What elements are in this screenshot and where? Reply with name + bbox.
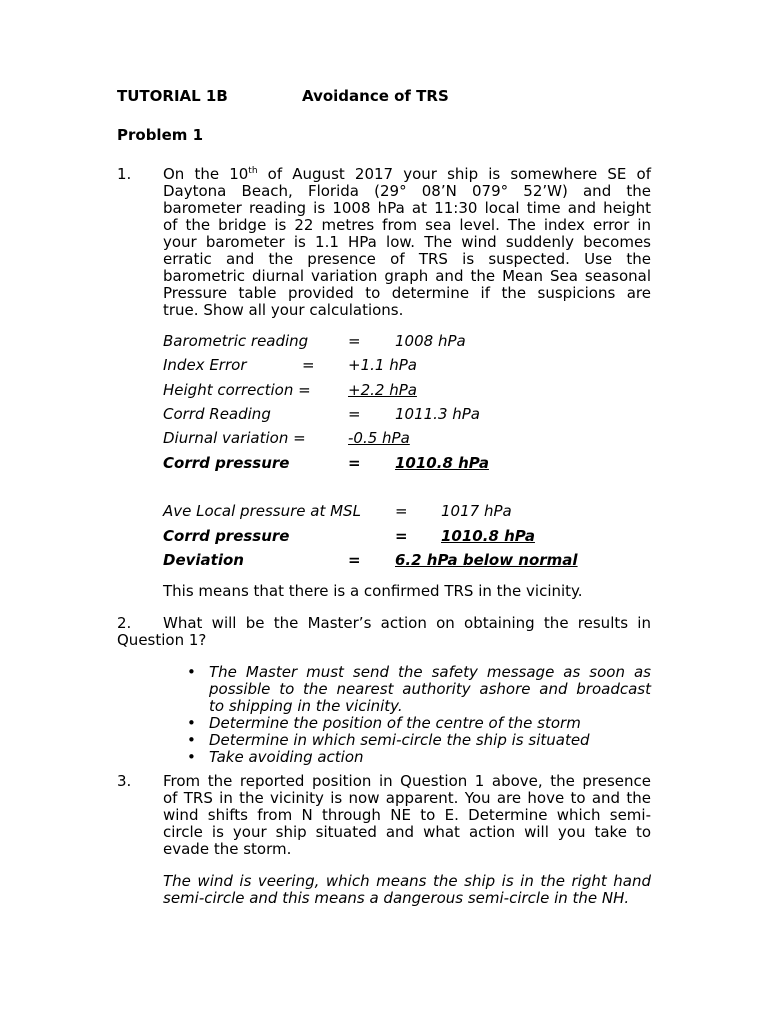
calc-label-deviation: Deviation <box>163 551 244 569</box>
question-3-line: wind shifts from N through NE to E. Determine which semi- <box>163 806 651 824</box>
bullet-icon: • <box>187 714 196 732</box>
calc-eq: = <box>348 454 361 472</box>
calc-eq: = <box>302 356 315 374</box>
question-3-text <box>163 773 651 858</box>
question-1-text <box>163 166 651 319</box>
question-1-line: barometer reading is 1008 hPa at 11:30 local time and height <box>163 199 651 217</box>
question-2-line: Question 1? <box>117 631 207 649</box>
calc-eq: = <box>395 527 408 545</box>
question-2-number: 2. <box>117 614 132 632</box>
calc-label-ave-local-pressure: Ave Local pressure at MSL <box>163 502 361 520</box>
question-1-number: 1. <box>117 165 132 183</box>
question-3-number: 3. <box>117 772 132 790</box>
calc-label-index-error: Index Error <box>163 356 247 374</box>
bullet-icon: • <box>187 731 196 749</box>
calc-label-corrd-pressure-2: Corrd pressure <box>163 527 290 545</box>
tutorial-subtitle: Avoidance of TRS <box>302 87 449 105</box>
calc-label-height-correction: Height correction = <box>163 381 311 399</box>
bullet-icon: • <box>187 748 196 766</box>
calc-eq: = <box>348 405 361 423</box>
bullet-icon: • <box>187 663 196 681</box>
question-1-line: Pressure table provided to determine if the suspicions are <box>163 284 651 302</box>
calc-eq: = <box>348 332 361 350</box>
calc-value-index-error: +1.1 hPa <box>348 356 417 374</box>
calc-label-barometric-reading: Barometric reading <box>163 332 309 350</box>
calc-value-height-correction: +2.2 hPa <box>348 381 417 399</box>
list-item: • Take avoiding action <box>187 748 364 766</box>
calc-value-diurnal-variation: -0.5 hPa <box>348 429 410 447</box>
calc-eq: = <box>395 502 408 520</box>
calc-value-ave-local-pressure: 1017 hPa <box>441 502 512 520</box>
question-1-line: erratic and the presence of TRS is suspected. Use the <box>163 250 651 268</box>
calc-value-corrd-pressure-2: 1010.8 hPa <box>441 527 535 545</box>
list-item: • The Master must send the safety message as soon as possible to the nearest authority ashore and broadcast to shipping in the vicinity. <box>187 663 651 715</box>
question-1-line: of the bridge is 22 metres from sea level. The index error in <box>163 216 651 234</box>
question-1-line: Daytona Beach, Florida (29° 08’N 079° 52’W) and the <box>163 182 651 200</box>
calc-value-corrd-pressure: 1010.8 hPa <box>395 454 489 472</box>
calc-value-barometric-reading: 1008 hPa <box>395 332 466 350</box>
question-1-line: your barometer is 1.1 HPa low. The wind suddenly becomes <box>163 233 651 251</box>
list-item: • Determine the position of the centre of the storm <box>187 714 581 732</box>
list-item: • Determine in which semi-circle the ship is situated <box>187 731 590 749</box>
calc-eq: = <box>348 551 361 569</box>
answer-3-line: The wind is veering, which means the ship is in the right hand <box>163 872 651 890</box>
answer-3-line: semi-circle and this means a dangerous semi-circle in the NH. <box>163 889 630 907</box>
bullet-list <box>187 664 651 766</box>
conclusion-text: This means that there is a confirmed TRS in the vicinity. <box>163 582 583 600</box>
tutorial-title: TUTORIAL 1B <box>117 87 228 105</box>
problem-heading: Problem 1 <box>117 126 204 144</box>
calc-label-corrd-reading: Corrd Reading <box>163 405 271 423</box>
answer-3 <box>163 873 651 907</box>
question-3-line: of TRS in the vicinity is now apparent. You are hove to and the <box>163 789 651 807</box>
question-1-line: On the 10th of August 2017 your ship is somewhere SE of <box>163 165 651 183</box>
calc-label-corrd-pressure: Corrd pressure <box>163 454 290 472</box>
question-1-line: true. Show all your calculations. <box>163 301 404 319</box>
question-3-line: evade the storm. <box>163 840 292 858</box>
calc-label-diurnal-variation: Diurnal variation = <box>163 429 306 447</box>
question-2-line: What will be the Master’s action on obtaining the results in <box>163 614 651 632</box>
question-3-line: From the reported position in Question 1 above, the presence <box>163 772 651 790</box>
calc-value-deviation: 6.2 hPa below normal <box>395 551 578 569</box>
question-3-line: circle is your ship situated and what action will you take to <box>163 823 651 841</box>
calc-value-corrd-reading: 1011.3 hPa <box>395 405 480 423</box>
question-1-line: barometric diurnal variation graph and the Mean Sea seasonal <box>163 267 651 285</box>
